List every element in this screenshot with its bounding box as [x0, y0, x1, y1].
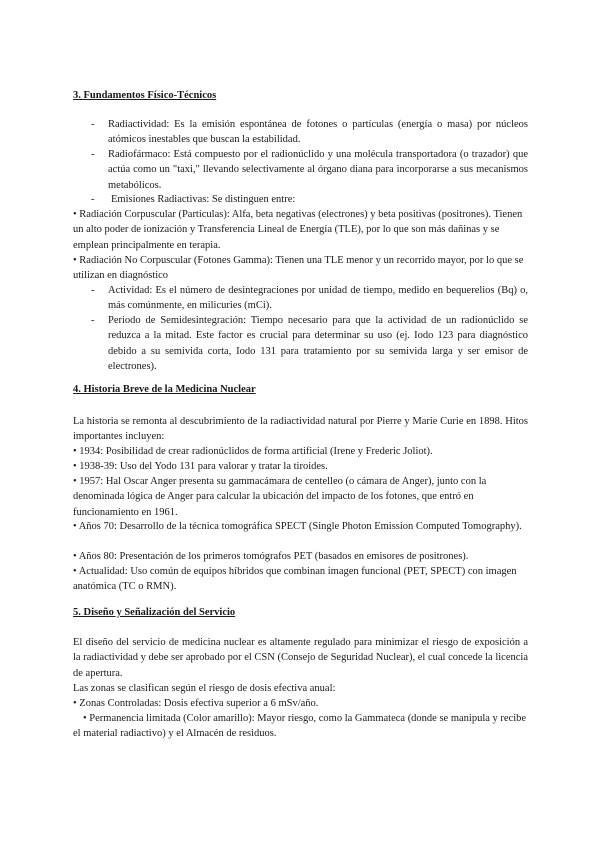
list-item-text: Periodo de Semidesintegración: Tiempo necesario para que la actividad de un radionúclido se reduzca a la mitad. Este factor es crucial para determinar su uso (ej. Iodo 123 para diagnóstico debido a su semivida corta, Iodo 131 para tratamiento por su semivida larga y ser emisor de electrones).	[108, 315, 528, 372]
list-item-text: Emisiones Radiactivas: Se distinguen entre:	[111, 194, 296, 205]
list-item-radiofarmaco	[91, 147, 528, 193]
history-item-1938: • 1938-39: Uso del Yodo 131 para valorar y tratar la tiroides.	[73, 461, 328, 472]
history-item-actualidad: • Actualidad: Uso común de equipos híbridos que combinan imagen funcional (PET, SPECT) con imagen anatómica (TC o RMN).	[73, 566, 517, 593]
zones-limited: • Permanencia limitada (Color amarillo): Mayor riesgo, como la Gammateca (donde se manipula y recibe el material radiactivo) y el Almacén de residuos.	[73, 713, 527, 740]
list-item-emisiones	[91, 192, 528, 207]
dash-marker: -	[91, 119, 95, 130]
history-intro: La historia se remonta al descubrimiento de la radiactividad natural por Pierre y Marie Curie en 1898. Hitos importantes incluyen:	[73, 416, 528, 443]
history-item-1957: • 1957: Hal Oscar Anger presenta su gammacámara de centelleo (o cámara de Anger), junto con la denominada lógica de Anger para calcular la ubicación del impacto de los fotones, que entró en funcionamiento en 1961.	[73, 476, 487, 518]
dash-marker: -	[91, 194, 95, 205]
zones-intro: Las zonas se clasifican según el riesgo de dosis efectiva anual:	[73, 683, 336, 694]
history-item-80s: • Años 80: Presentación de los primeros tomógrafos PET (basados en emisores de positrones).	[73, 551, 469, 562]
paragraph-radiacion-corpuscular: • Radiación Corpuscular (Partículas): Alfa, beta negativas (electrones) y beta positivas (positrones). Tienen un alto poder de ionización y Transferencia Lineal de Energía (TLE), por lo que son más dañinas y se emplean principalmente en terapia.	[73, 209, 523, 251]
list-item-semidesintegracion	[91, 313, 528, 374]
history-item-1934: • 1934: Posibilidad de crear radionúclidos de forma artificial (Irene y Frederic Joliot).	[73, 446, 433, 457]
section-3-heading: 3. Fundamentos Físico-Técnicos	[73, 90, 217, 101]
paragraph-radiacion-no-corpuscular: • Radiación No Corpuscular (Fotones Gamma): Tienen una TLE menor y un recorrido mayor, por lo que se utilizan en diagnóstico	[73, 255, 524, 282]
list-item-text: Actividad: Es el número de desintegraciones por unidad de tiempo, medido en bequerelios (Bq) o, más comúnmente, en milicuries (mCi).	[108, 285, 528, 312]
list-item-text: Radiofármaco: Está compuesto por el radionúclido y una molécula transportadora (o trazador) que actúa como un "taxi," llevando selectivamente al órgano diana para incorporarse a sus mecanismos metabólicos.	[108, 149, 528, 191]
list-item-text: Radiactividad: Es la emisión espontánea de fotones o partículas (energía o masa) por núcleos atómicos inestables que buscan la estabilidad.	[108, 119, 528, 146]
design-intro: El diseño del servicio de medicina nuclear es altamente regulado para minimizar el riesgo de exposición a la radiactividad y debe ser aprobado por el CSN (Consejo de Seguridad Nuclear), el cual concede la licencia de apertura.	[73, 637, 528, 679]
section-4-heading: 4. Historia Breve de la Medicina Nuclear	[73, 384, 256, 395]
history-item-70s: • Años 70: Desarrollo de la técnica tomográfica SPECT (Single Photon Emission Computed Tomography).	[73, 521, 522, 532]
dash-marker: -	[91, 285, 95, 296]
section-5-heading: 5. Diseño y Señalización del Servicio	[73, 607, 236, 618]
list-item-actividad	[91, 283, 528, 314]
zones-controlled: • Zonas Controladas: Dosis efectiva superior a 6 mSv/año.	[73, 698, 319, 709]
dash-marker: -	[91, 315, 95, 326]
list-item-radiactividad	[91, 117, 528, 148]
dash-marker: -	[91, 149, 95, 160]
